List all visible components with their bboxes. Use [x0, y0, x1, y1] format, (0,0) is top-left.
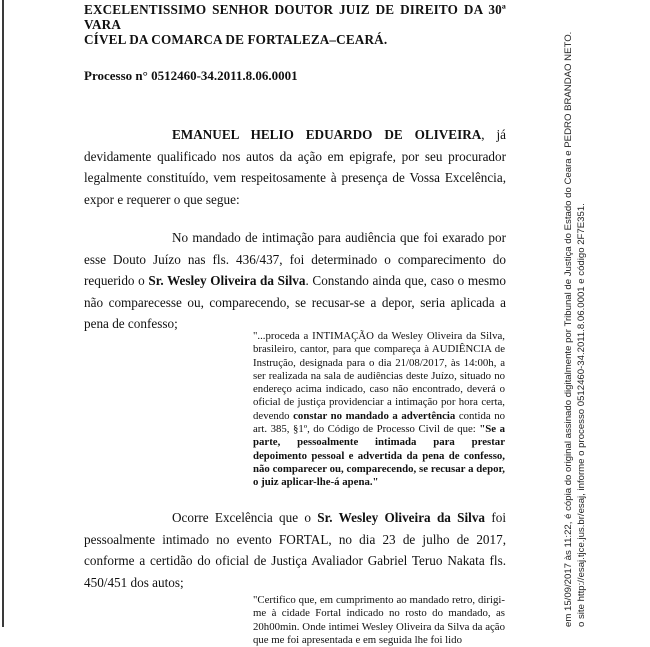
defendant-name-2: Sr. Wesley Oliveira da Silva	[317, 510, 486, 525]
document-heading	[84, 2, 506, 47]
quote-certificate: "Certifico que, em cumprimento ao mandado retro, dirigi-me à cidade Fortal indicado no rosto do mandado, as 20h00min. Onde intimei Wesley Oliveira da Silva da ação que me foi apresentada e em seguida lhe foi lido	[253, 594, 505, 646]
quote1-text-b: contida no art. 385, §1º, do Código de Processo Civil de que:	[253, 409, 505, 436]
paragraph-summons	[84, 227, 506, 335]
process-number: Processo n° 0512460-34.2011.8.06.0001	[84, 68, 298, 83]
signature-stamp-line-2: o site http://esaj.tjce.jus.br/esaj, informe o processo 0512460-34.2011.8.06.0001 e código 2F7E351.	[576, 203, 587, 627]
quote1-bold-a: constar no mandado a advertência	[293, 409, 456, 422]
paragraph-occurrence-text-b: foi pessoalmente intimado no evento FORTAL, no dia 23 de julho de 2017, conforme a certidão do oficial de Justiça Avaliador Gabriel Teruo Nakata fls. 450/451 dos autos;	[84, 510, 506, 590]
heading-line-2: CÍVEL DA COMARCA DE FORTALEZA–CEARÁ.	[84, 32, 388, 47]
digital-signature-stamp	[562, 32, 588, 627]
paragraph-intro	[84, 124, 506, 210]
petitioner-name: EMANUEL HELIO EDUARDO DE OLIVEIRA	[172, 127, 482, 142]
paragraph-intro-text: , já devidamente qualificado nos autos da ação em epigrafe, por seu procurador legalmente constituído, vem respeitosamente à presença de Vossa Excelência, expor e requerer o que segue:	[84, 127, 506, 207]
page-left-border	[2, 0, 4, 627]
quote1-text-a: "...proceda a INTIMAÇÃO da Wesley Oliveira da Silva, brasileiro, cantor, para que compareça à AUDIÊNCIA de Instrução, designada para o dia 21/08/2017, às 14:00h, a ser realizada na sala de audiências deste Juízo, situado no endereço acima indicado, caso não encontrado, deverá o oficial de justiça providenciar a intimação por hora certa, devendo	[253, 330, 505, 422]
heading-line-1: EXCELENTISSIMO SENHOR DOUTOR JUIZ DE DIREITO DA 30ª VARA	[84, 2, 506, 32]
paragraph-summons-text-b: . Constando ainda que, caso o mesmo não comparecesse ou, comparecendo, se recusar-se a depor, seria aplicada a pena de confesso;	[84, 273, 507, 331]
paragraph-occurrence-text-a: Ocorre Excelência que o	[172, 510, 318, 525]
quote1-bold-b: "Se a parte, pessoalmente intimada para prestar depoimento pessoal e advertida da pena de confesso, não comparecer ou, comparecendo, se recusar a depor, o juiz aplicar-lhe-á apena."	[253, 423, 505, 489]
signature-stamp-line-1: em 15/09/2017 às 11:22, é cópia do original assinado digitalmente por Tribunal de Justiça do Estado do Ceara e PEDRO BRANDAO NETO.	[563, 31, 574, 627]
defendant-name: Sr. Wesley Oliveira da Silva	[148, 273, 306, 288]
paragraph-occurrence	[84, 507, 506, 593]
quote-summons-order	[253, 330, 505, 490]
paragraph-summons-text-a: No mandado de intimação para audiência que foi exarado por esse Douto Juízo nas fls. 436/437, foi determinado o comparecimento do requerido o	[84, 230, 506, 288]
